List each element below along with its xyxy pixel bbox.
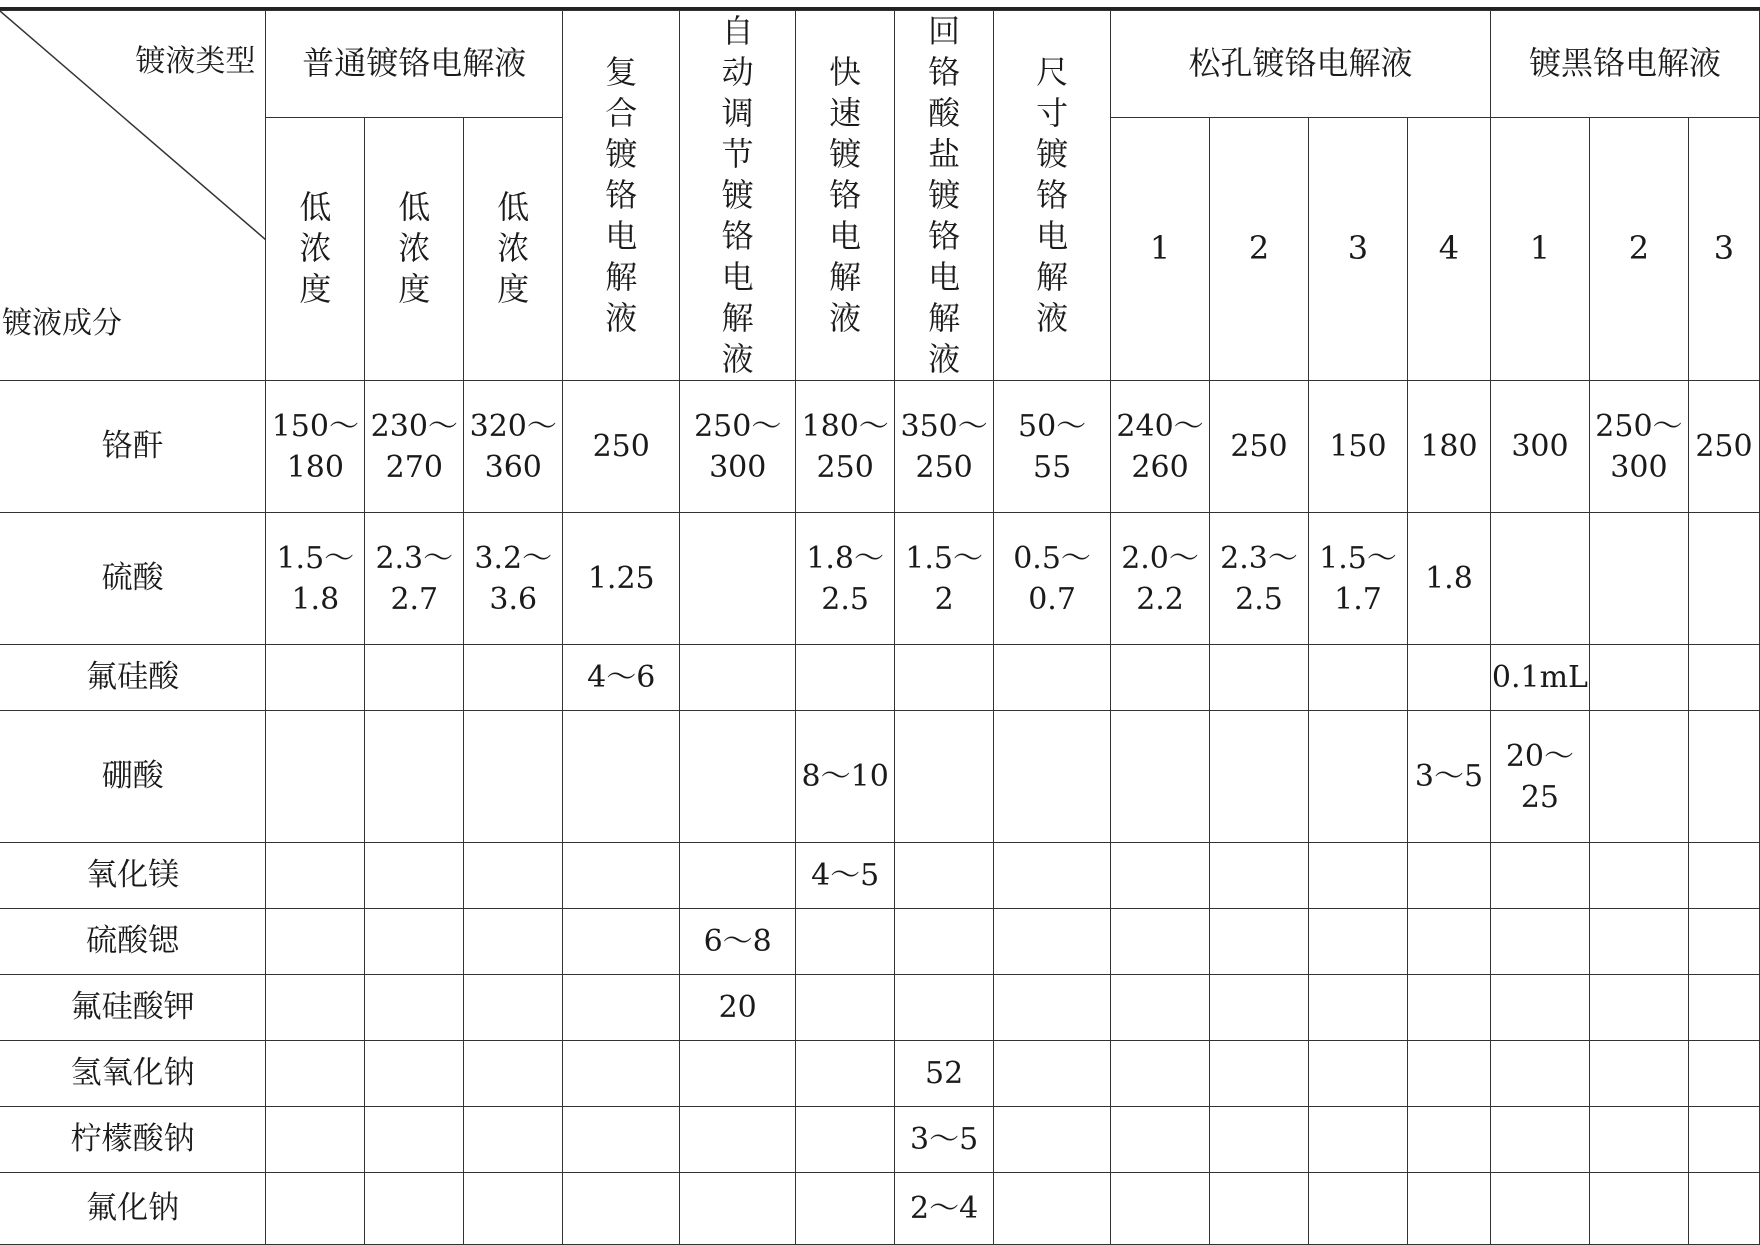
group-header-ordinary: 普通镀铬电解液 — [266, 11, 563, 118]
group-header-porous: 松孔镀铬电解液 — [1111, 11, 1491, 118]
table-cell — [1589, 909, 1688, 975]
table-cell — [1688, 711, 1759, 843]
table-cell: 1.5～ 2 — [895, 513, 994, 645]
table-row — [0, 1173, 1760, 1245]
table-cell: 20～ 25 — [1490, 711, 1589, 843]
row-header-component: 铬酐 — [0, 381, 266, 513]
sub-header-low-1: 低浓度 — [266, 117, 365, 380]
table-cell — [994, 975, 1111, 1041]
table-cell — [796, 645, 895, 711]
table-cell — [680, 1173, 796, 1245]
table-cell — [1111, 1041, 1210, 1107]
table-cell — [1309, 843, 1408, 909]
table-cell — [266, 1107, 365, 1173]
table-cell — [1111, 843, 1210, 909]
table-cell — [464, 1107, 563, 1173]
table-cell: 150 — [1309, 381, 1408, 513]
table-cell: 52 — [895, 1041, 994, 1107]
table-cell: 250～ 300 — [1589, 381, 1688, 513]
sub-header-low-2: 低浓度 — [365, 117, 464, 380]
header-chromate-recovery: 回铬酸盐镀铬电解液 — [895, 11, 994, 381]
table-cell — [1111, 711, 1210, 843]
table-cell: 8～10 — [796, 711, 895, 843]
table-cell — [1490, 909, 1589, 975]
table-row — [0, 711, 1760, 843]
table-cell — [365, 711, 464, 843]
table-row — [0, 1041, 1760, 1107]
table-cell — [680, 1107, 796, 1173]
table-cell — [680, 513, 796, 645]
table-cell: 3～5 — [1407, 711, 1490, 843]
table-row — [0, 513, 1760, 645]
table-cell — [464, 711, 563, 843]
table-cell — [1111, 645, 1210, 711]
table-cell — [1589, 843, 1688, 909]
table-cell — [266, 645, 365, 711]
table-cell: 350～ 250 — [895, 381, 994, 513]
corner-header-type: 镀液类型 — [135, 44, 256, 79]
table-cell — [464, 843, 563, 909]
table-cell — [1589, 513, 1688, 645]
table-cell: 1.8 — [1407, 513, 1490, 645]
table-row — [0, 645, 1760, 711]
table-cell — [1490, 1041, 1589, 1107]
table-cell — [1589, 711, 1688, 843]
table-cell — [796, 1107, 895, 1173]
table-cell — [1407, 1173, 1490, 1245]
table-cell: 1.5～ 1.7 — [1309, 513, 1408, 645]
header-dimensional: 尺寸镀铬电解液 — [994, 11, 1111, 381]
table-cell — [1490, 975, 1589, 1041]
table-cell — [365, 975, 464, 1041]
table-row — [0, 1107, 1760, 1173]
table-cell — [1490, 1107, 1589, 1173]
electrolyte-composition-table — [0, 10, 1760, 1245]
header-auto-adjust: 自动调节镀铬电解液 — [680, 11, 796, 381]
table-cell — [994, 711, 1111, 843]
table-cell: 4～6 — [563, 645, 680, 711]
corner-header-component: 镀液成分 — [2, 306, 122, 341]
sub-header-black-2: 2 — [1589, 117, 1688, 380]
table-cell — [1589, 975, 1688, 1041]
table-cell: 2～4 — [895, 1173, 994, 1245]
table-cell — [266, 1041, 365, 1107]
table-cell — [1407, 645, 1490, 711]
table-cell — [1490, 843, 1589, 909]
table-cell — [464, 1041, 563, 1107]
table-cell — [1407, 1107, 1490, 1173]
table-cell — [994, 645, 1111, 711]
table-row — [0, 909, 1760, 975]
corner-header-cell — [0, 11, 266, 381]
table-cell — [1309, 645, 1408, 711]
table-cell — [563, 975, 680, 1041]
table-cell — [1688, 975, 1759, 1041]
table-row — [0, 975, 1760, 1041]
table-cell — [1688, 909, 1759, 975]
table-cell — [994, 909, 1111, 975]
table-cell — [895, 975, 994, 1041]
table-cell — [796, 975, 895, 1041]
table-cell — [464, 909, 563, 975]
table-cell — [1407, 1041, 1490, 1107]
table-cell: 0.1mL — [1490, 645, 1589, 711]
table-cell — [563, 1173, 680, 1245]
table-cell — [365, 1107, 464, 1173]
row-header-component: 硫酸 — [0, 513, 266, 645]
table-cell — [1309, 711, 1408, 843]
table-cell — [1688, 843, 1759, 909]
table-cell — [365, 1173, 464, 1245]
table-cell: 250 — [1688, 381, 1759, 513]
table-cell: 250 — [563, 381, 680, 513]
row-header-component: 硼酸 — [0, 711, 266, 843]
table-cell — [365, 843, 464, 909]
table-cell — [1490, 513, 1589, 645]
table-cell — [1210, 1173, 1309, 1245]
table-cell: 320～ 360 — [464, 381, 563, 513]
table-cell: 240～ 260 — [1111, 381, 1210, 513]
table-cell — [1589, 1041, 1688, 1107]
table-cell — [895, 909, 994, 975]
table-cell — [266, 975, 365, 1041]
sub-header-porous-4: 4 — [1407, 117, 1490, 380]
table-cell: 180 — [1407, 381, 1490, 513]
table-cell — [1309, 975, 1408, 1041]
table-cell — [1210, 975, 1309, 1041]
table-cell: 50～ 55 — [994, 381, 1111, 513]
table-cell — [464, 645, 563, 711]
table-cell — [1688, 645, 1759, 711]
table-row — [0, 381, 1760, 513]
sub-header-porous-1: 1 — [1111, 117, 1210, 380]
row-header-component: 氟硅酸 — [0, 645, 266, 711]
header-fast: 快速镀铬电解液 — [796, 11, 895, 381]
sub-header-low-3: 低浓度 — [464, 117, 563, 380]
sub-header-porous-3: 3 — [1309, 117, 1408, 380]
table-cell — [365, 645, 464, 711]
table-cell — [1688, 1041, 1759, 1107]
table-cell — [1111, 1173, 1210, 1245]
table-cell: 300 — [1490, 381, 1589, 513]
table-cell: 180～ 250 — [796, 381, 895, 513]
table-cell: 3.2～ 3.6 — [464, 513, 563, 645]
table-cell — [1490, 1173, 1589, 1245]
table-cell: 2.3～ 2.5 — [1210, 513, 1309, 645]
table-cell — [1111, 975, 1210, 1041]
table-cell: 1.25 — [563, 513, 680, 645]
table-cell — [1688, 513, 1759, 645]
table-cell — [680, 843, 796, 909]
table-cell: 2.0～ 2.2 — [1111, 513, 1210, 645]
group-header-black: 镀黑铬电解液 — [1490, 11, 1759, 118]
table-cell — [266, 843, 365, 909]
table-cell — [563, 909, 680, 975]
table-cell — [464, 975, 563, 1041]
table-cell: 0.5～ 0.7 — [994, 513, 1111, 645]
table-cell — [563, 1041, 680, 1107]
table-cell — [365, 1041, 464, 1107]
table-cell: 2.3～ 2.7 — [365, 513, 464, 645]
table-cell: 4～5 — [796, 843, 895, 909]
table-cell — [895, 843, 994, 909]
table-cell — [1407, 843, 1490, 909]
table-cell — [563, 711, 680, 843]
row-header-component: 氧化镁 — [0, 843, 266, 909]
table-cell — [266, 1173, 365, 1245]
table-cell — [563, 843, 680, 909]
table-cell: 230～ 270 — [365, 381, 464, 513]
table-cell — [796, 909, 895, 975]
table-cell: 6～8 — [680, 909, 796, 975]
table-body — [0, 381, 1760, 1245]
table-cell — [680, 711, 796, 843]
table-cell: 250～ 300 — [680, 381, 796, 513]
table-cell — [1407, 909, 1490, 975]
table-cell — [365, 909, 464, 975]
table-cell: 1.5～ 1.8 — [266, 513, 365, 645]
table-cell — [1210, 909, 1309, 975]
table-cell — [680, 1041, 796, 1107]
table-cell — [1210, 1107, 1309, 1173]
table-cell — [1111, 909, 1210, 975]
sub-header-black-3: 3 — [1688, 117, 1759, 380]
row-header-component: 氟化钠 — [0, 1173, 266, 1245]
table-cell — [994, 1107, 1111, 1173]
table-cell — [1309, 1041, 1408, 1107]
row-header-component: 氟硅酸钾 — [0, 975, 266, 1041]
table-cell — [994, 843, 1111, 909]
table-cell — [796, 1041, 895, 1107]
table-cell — [1589, 1173, 1688, 1245]
sub-header-porous-2: 2 — [1210, 117, 1309, 380]
table-cell — [1688, 1173, 1759, 1245]
table-cell — [1589, 1107, 1688, 1173]
table-cell: 3～5 — [895, 1107, 994, 1173]
table-cell — [1688, 1107, 1759, 1173]
table-cell — [1210, 711, 1309, 843]
table-cell — [266, 909, 365, 975]
table-cell — [1210, 1041, 1309, 1107]
header-composite: 复合镀铬电解液 — [563, 11, 680, 381]
table-cell — [1111, 1107, 1210, 1173]
table-cell — [1210, 843, 1309, 909]
row-header-component: 氢氧化钠 — [0, 1041, 266, 1107]
table-cell — [1309, 1107, 1408, 1173]
table-cell — [994, 1173, 1111, 1245]
table-cell — [1210, 645, 1309, 711]
table-cell — [563, 1107, 680, 1173]
table-row — [0, 843, 1760, 909]
table-cell — [464, 1173, 563, 1245]
table-cell: 150～ 180 — [266, 381, 365, 513]
sub-header-black-1: 1 — [1490, 117, 1589, 380]
table-cell — [1589, 645, 1688, 711]
table-cell — [1309, 909, 1408, 975]
table-cell — [895, 711, 994, 843]
table-cell — [895, 645, 994, 711]
row-header-component: 硫酸锶 — [0, 909, 266, 975]
table-cell: 250 — [1210, 381, 1309, 513]
table-cell — [994, 1041, 1111, 1107]
table-cell: 1.8～ 2.5 — [796, 513, 895, 645]
table-cell: 20 — [680, 975, 796, 1041]
table-cell — [266, 711, 365, 843]
table-cell — [796, 1173, 895, 1245]
table-cell — [1309, 1173, 1408, 1245]
row-header-component: 柠檬酸钠 — [0, 1107, 266, 1173]
table-cell — [1407, 975, 1490, 1041]
table-cell — [680, 645, 796, 711]
